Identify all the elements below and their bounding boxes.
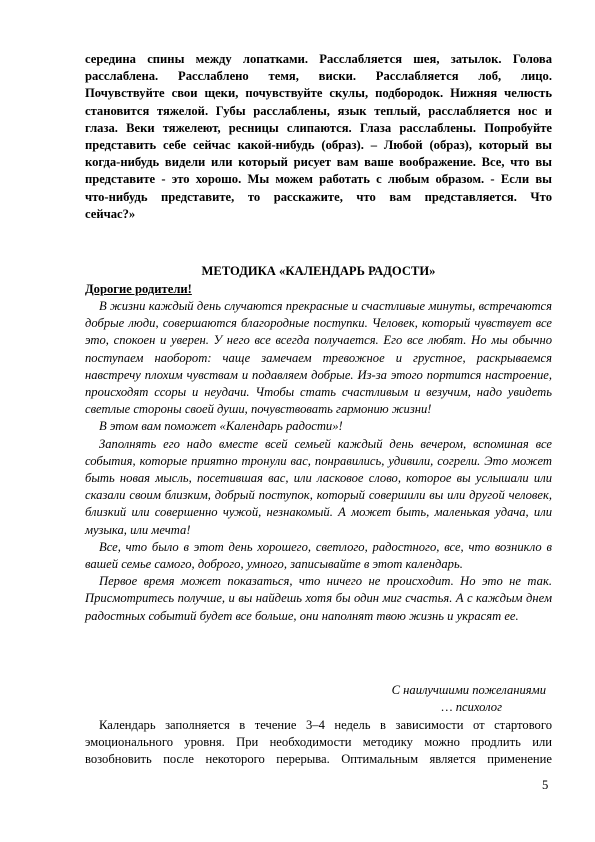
letter-paragraph: Заполнять его надо вместе всей семьей каждый день вечером, вспоминая все события, которые приятно тронули вас, понравились, удивили, согрели. Это может быть новая мысль, посетившая вас, или ласковое слово, которое вы услышали или сказали своим близким, добрый поступок, который совершили вы или другой человек, близкий или совершенно чужой, незнакомый. А может быть, маленькая удача, или музыка, или мечта! [85,436,552,537]
intro-line: становится тяжелой. Губы расслаблены, язык теплый, расслабляется нос и [85,103,552,118]
parent-letter [85,298,552,625]
intro-line: Почувствуйте свои щеки, почувствуйте скулы, подбородок. Нижняя челюсть [85,86,552,101]
method-title: МЕТОДИКА «КАЛЕНДАРЬ РАДОСТИ» [201,264,436,278]
closing-line: Календарь заполняется в течение 3–4 недель в зависимости от стартового [99,718,552,732]
intro-text-block [85,51,552,223]
intro-line: глаза. Веки тяжелеют, ресницы слипаются. Глаза расслаблены. Попробуйте [85,120,552,135]
letter-paragraph: В жизни каждый день случаются прекрасные и счастливые минуты, встречаются добрые люди, совершаются благородные поступки. Человек, который чувствует все это, спокоен и уверен. У него все всегда получается. Его все любят. Но мы обычно поступаем наоборот: чаще замечаем тревожное и грустное, раскрываемся навстречу плохим чувствам и подавляем добрые. Из-за этого портится настроение, происходят ссоры и неудачи. Чтобы стать счастливым и везучим, надо увидеть светлые стороны своей души, почувствовать гармонию жизни! [85,299,552,417]
greeting-heading: Дорогие родители! [85,282,192,296]
letter-paragraph: Первое время может показаться, что ничего не происходит. Но это не так. Присмотритесь получше, и вы найдешь хотя бы один миг счастья. А с каждым днем радостных событий будет все больше, они наполнят твою жизнь и украсят ее. [85,574,552,623]
intro-line: что-нибудь представите, то расскажите, что вам представляется. Что [85,189,552,204]
closing-line: возобновить после некоторого перерыва. Оптимальным является применение [85,752,552,767]
intro-line: когда-нибудь видели или который рисует вам ваше воображение. Все, что вы [85,155,552,170]
intro-line: расслаблена. Расслаблено темя, виски. Расслабляется лоб, лицо. [85,69,552,84]
intro-line: представить себе сейчас какой-нибудь (образ). – Любой (образ), который вы [85,138,552,153]
closing-text-block [85,717,552,769]
letter-paragraph: Все, что было в этот день хорошего, светлого, радостного, все, что возникло в вашей семье самого, доброго, умного, записывайте в этот календарь. [85,539,552,572]
letter-paragraph: В этом вам поможет «Календарь радости»! [99,419,343,434]
intro-line: середина спины между лопатками. Расслабляется шея, затылок. Голова [85,52,552,66]
page-number: 5 [542,778,549,792]
signature-greeting: С наилучшими пожеланиями [391,683,546,697]
closing-line: эмоционального уровня. При необходимости методику можно продлить или [85,735,552,750]
intro-line: сейчас?» [85,206,136,221]
signature-author: … психолог [441,700,502,714]
intro-line: представите - это хорошо. Мы можем работать с любым образом. - Если вы [85,172,552,187]
